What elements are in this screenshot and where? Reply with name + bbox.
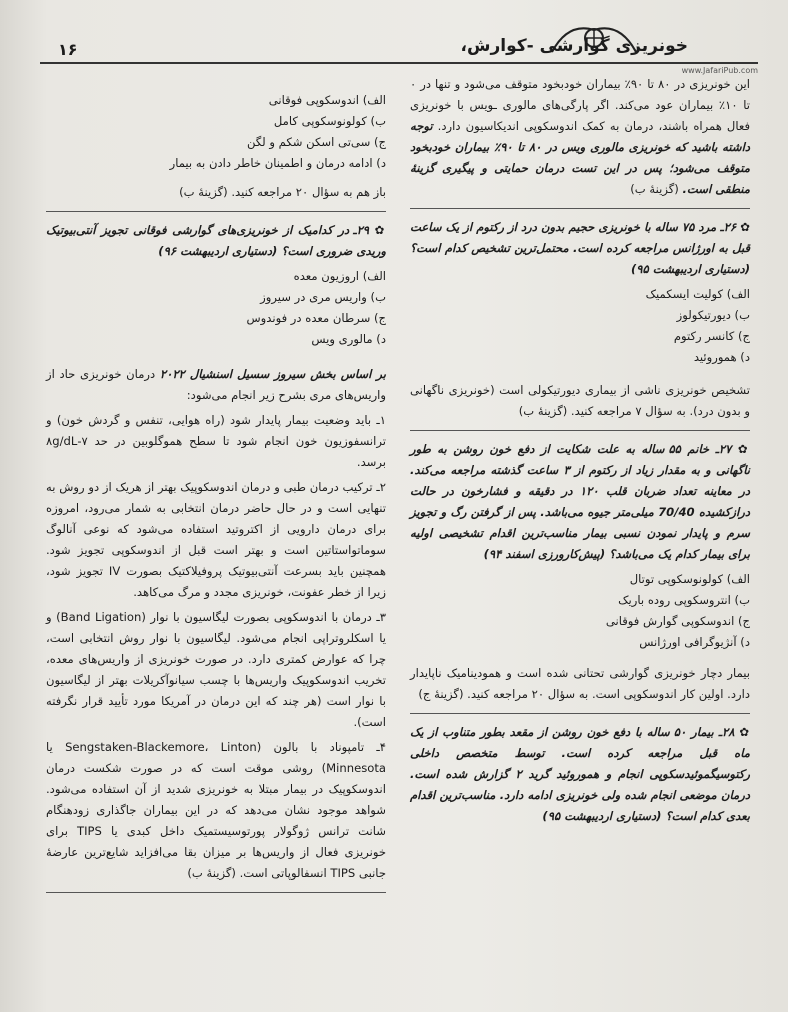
- q28-option-b: ب) کولونوسکوپی کامل: [273, 114, 386, 128]
- intro-answer: (گزینهٔ ب): [630, 182, 679, 196]
- q29-answer: (گزینهٔ ب): [187, 866, 236, 880]
- question-26: ✿ ۲۶ـ مرد ۷۵ ساله با خونریزی حجیم بدون درد از رکتوم از یک ساعت قبل به اورژانس مراجعه کرده است. محتمل‌ترین تشخیص کدام است؟ (دستیاری اردیبهشت ۹۵): [410, 220, 750, 276]
- divider: [46, 211, 386, 212]
- q26-option-d: د) هموروئید: [693, 350, 750, 364]
- question-27: ✿ ۲۷ـ خانم ۵۵ ساله به علت شکایت از دفع خون روشن به طور ناگهانی و به مقدار زیاد از رکتوم از ۳ ساعت گذشته مراجعه می‌کند. در معاینه تعداد ضربان قلب ۱۲۰ در دقیقه و فشارخون در حالت درازکشیده 70/40 میلی‌متر جیوه می‌باشد. پس از گرفتن رگ و تجویز سرم و پایدار نمودن نسبی بیمار مناسب‌ترین اقدام تشخیصی اولیه برای بیمار کدام یک می‌باشد؟ (پیش‌کارورزی اسفند ۹۴): [410, 442, 751, 561]
- left-column: [46, 90, 386, 901]
- divider: [46, 892, 386, 893]
- q28-option-a: الف) اندوسکوپی فوقانی: [268, 93, 386, 107]
- q29-option-d: د) مالوری ویس: [311, 332, 386, 346]
- question-28: ✿ ۲۸ـ بیمار ۵۰ ساله با دفع خون روشن از مقعد بطور متناوب از یک ماه قبل مراجعه کرده است. توسط متخصص داخلی رکتوسیگموئیدسکوپی انجام و هموروئید گرید ۲ گزارش شده است. درمان موضعی انجام شده ولی خونریزی ادامه دارد. مناسب‌ترین اقدام بعدی کدام است؟ (دستیاری اردیبهشت ۹۵): [410, 725, 750, 823]
- question-29: ✿ ۲۹ـ در کدامیک از خونریزی‌های گوارشی فوقانی تجویز آنتی‌بیوتیک وریدی ضروری است؟ (دستیاری اردیبهشت ۹۶): [46, 223, 386, 258]
- explanation-p3: ۳ـ درمان با اندوسکوپی بصورت لیگاسیون با نوار (Band Ligation) و یا اسکلروتراپی انجام می‌شود. لیگاسیون با نوار روش انتخابی است، چرا که عوارض کمتری دارد. در صورت خونریزی از واریس‌های معده، تخریب اندوسکوپیک واریس‌ها با چسب سیانوآکریلات بهتر از لیگاسیون با نوار است (هر چند که این درمان در آمریکا مورد تأیید قرار نگرفته است).: [46, 610, 386, 729]
- q27-option-a: الف) کولونوسکوپی توتال: [629, 572, 750, 586]
- q26-option-c: ج) کانسر رکتوم: [673, 329, 750, 343]
- q26-option-b: ب) دیورتیکولوز: [676, 308, 750, 322]
- q26-option-a: الف) کولیت ایسکمیک: [645, 287, 750, 301]
- explanation-p1: ۱ـ باید وضعیت بیمار پایدار شود (راه هوایی، تنفس و گردش خون) و ترانسفوزیون خون انجام شود تا سطح هموگلوبین در حد ۷-۸g/dL برسد.: [46, 413, 386, 469]
- q29-option-b: ب) واریس مری در سیروز: [260, 290, 386, 304]
- q26-answer: تشخیص خونریزی ناشی از بیماری دیورتیکولی است (خونریزی ناگهانی و بدون درد). به سؤال ۷ مراجعه کنید. (گزینهٔ ب): [410, 383, 750, 418]
- explanation-p2: ۲ـ ترکیب درمان طبی و درمان اندوسکوپیک بهتر از هریک از دو روش به تنهایی است و در حال حاضر درمان انتخابی به شمار می‌رود، امروزه برای درمان دارویی از اکتروتید استفاده می‌شود که نوعی آنالوگ سوماتواستاتین است و بهتر است قبل از اندوسکوپی تجویز شود. همچنین باید بسرعت آنتی‌بیوتیک پروفیلاکتیک بصورت IV تجویز شود، زیرا از خطر عفونت، خونریزی مجدد و مرگ می‌کاهد.: [46, 480, 386, 599]
- q28-option-c: ج) سی‌تی اسکن شکم و لگن: [246, 135, 386, 149]
- right-column: [410, 74, 750, 831]
- intro-note: توجه داشته باشید که خونریزی مالوری ویس در ۸۰ تا ۹۰٪ بیماران خودبخود متوقف می‌شود؛ پس در این تست درمان حمایتی و پیگیری گزینهٔ منطقی است.: [410, 119, 750, 196]
- page-number: ۱۶: [58, 40, 78, 59]
- divider: [410, 430, 750, 431]
- q27-option-b: ب) انتروسکوپی روده باریک: [618, 593, 750, 607]
- q28-option-d: د) ادامه درمان و اطمینان خاطر دادن به بیمار: [169, 156, 386, 170]
- site-url: www.JafariPub.com: [681, 66, 758, 75]
- page-header: [40, 14, 758, 75]
- q29-option-a: الف) اروزیون معده: [293, 269, 386, 283]
- q28-answer: باز هم به سؤال ۲۰ مراجعه کنید. (گزینهٔ ب): [179, 185, 386, 199]
- intro-paragraph: این خونریزی در ۸۰ تا ۹۰٪ بیماران خودبخود متوقف می‌شود و تنها در ۰ تا ۱۰٪ بیماران عود می‌کند. اگر پارگی‌های مالوری ـویس با خونریزی فعال همراه باشند، درمان به کمک اندوسکوپی اندیکاسیون دارد. توجه داشته باشید که خونریزی مالوری ویس در ۸۰ تا ۹۰٪ بیماران خودبخود متوقف می‌شود؛ پس در این تست درمان حمایتی و پیگیری گزینهٔ منطقی است. (گزینهٔ ب): [410, 77, 750, 196]
- explanation-p4: ۴ـ تامپوناد با بالون (Sengstaken-Blackemore، Linton یا Minnesota) روشی موقت است که در صورت شکست درمان اندوسکوپیک در بیمار مبتلا به خونریزی شدید از آن استفاده می‌شود. شواهد موجود نشان می‌دهد که در این بیماران جاگذاری زودهنگام شانت ترانس ژوگولار پورتوسیستمیک داخل کبدی یا TIPS برای خونریزی فعال از واریس‌ها بر میزان بقا می‌افزاید شایع‌ترین عارضهٔ جانبی TIPS انسفالوپاتی است. (گزینهٔ ب): [46, 740, 387, 880]
- divider: [410, 208, 750, 209]
- explanation-lead: بر اساس بخش سیروز سسیل اسنشیال ۲۰۲۲ درمان خونریزی حاد از واریس‌های مری بشرح زیر انجام می‌شود:: [46, 367, 386, 402]
- q29-option-c: ج) سرطان معده در فوندوس: [246, 311, 386, 325]
- q27-option-d: د) آنژیوگرافی اورژانس: [639, 635, 750, 649]
- q27-option-c: ج) اندوسکوپی گوارش فوقانی: [605, 614, 750, 628]
- divider: [410, 713, 750, 714]
- q27-answer: بیمار دچار خونریزی گوارشی تحتانی شده است و همودینامیک ناپایدار دارد. اولین کار اندوسکوپی است. به سؤال ۲۰ مراجعه کنید. (گزینهٔ ج): [410, 666, 750, 701]
- running-head: خونریزی گوارشی -کوارش،: [460, 36, 688, 56]
